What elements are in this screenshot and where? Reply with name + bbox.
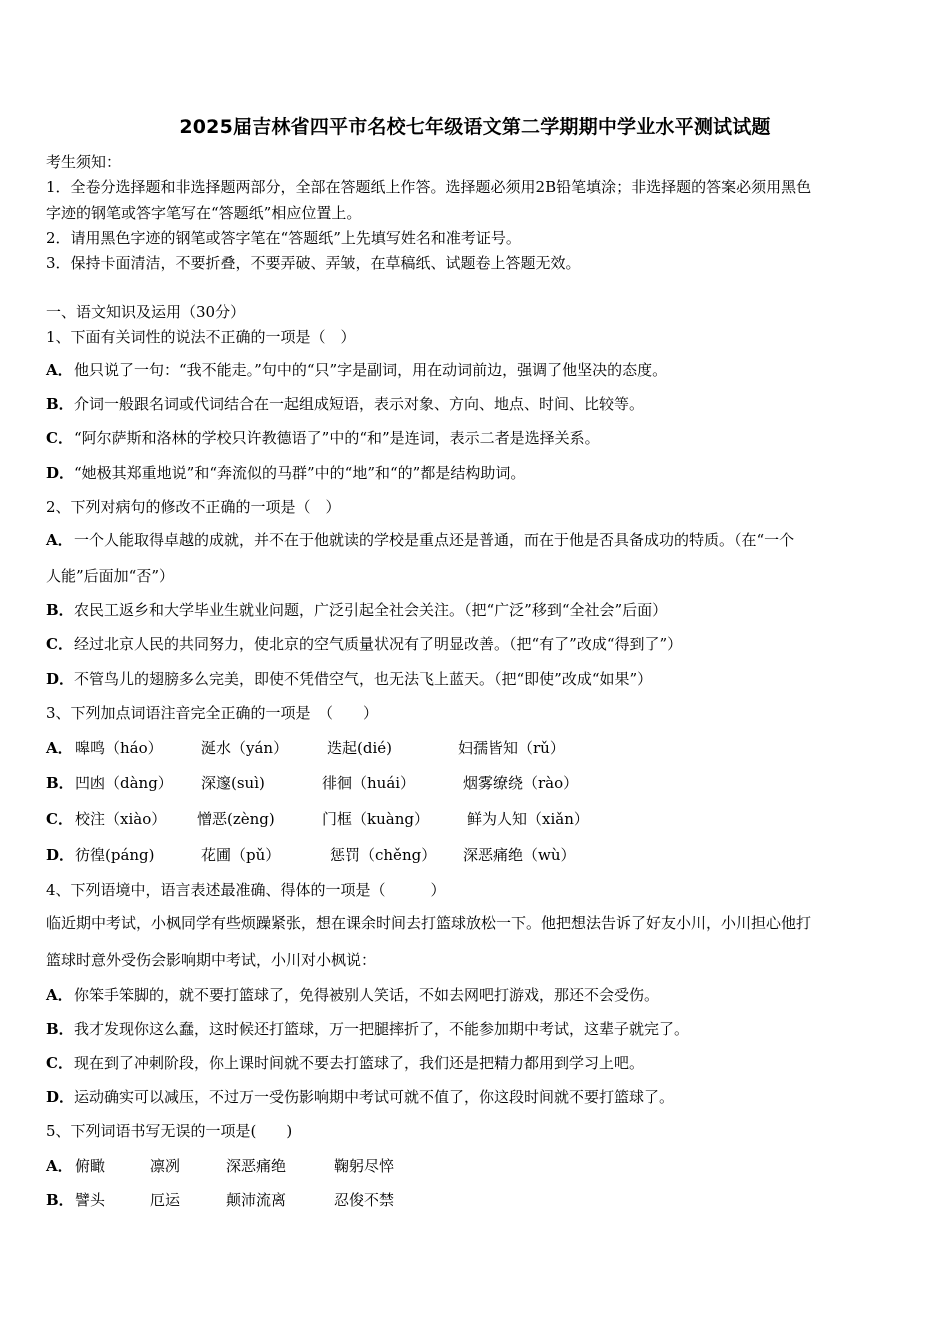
option-letter: D． xyxy=(46,464,75,482)
q3-a-word-2: 涎水（yán） xyxy=(201,739,289,757)
q2-option-d-text: 不管鸟儿的翅膀多么完美，即使不凭借空气，也无法飞上蓝天。（把“即使”改成“如果”） xyxy=(74,670,653,688)
q4-option-d xyxy=(46,1087,674,1107)
q5-a-word-2: 凛冽 xyxy=(150,1157,181,1175)
q2-option-a-text: 一个人能取得卓越的成就，并不在于他就读的学校是重点还是普通，而在于他是否具备成功的特质。（在“一个 xyxy=(74,531,795,549)
option-letter: A． xyxy=(46,531,73,549)
option-letter: B． xyxy=(46,1020,74,1038)
q5-a-word-3: 深恶痛绝 xyxy=(226,1157,287,1175)
q3-b-word-2: 深邃(suì) xyxy=(201,774,265,792)
q5-option-a xyxy=(46,1156,74,1176)
q5-b-word-4: 忍俊不禁 xyxy=(334,1191,395,1209)
q3-c-word-2: 憎恶(zèng) xyxy=(197,810,275,828)
notice-item-1-cont: 字迹的钢笔或答字笔写在“答题纸”相应位置上。 xyxy=(46,204,362,222)
q5-a-word-4: 鞠躬尽悴 xyxy=(334,1157,395,1175)
q4-option-d-text: 运动确实可以减压，不过万一受伤影响期中考试可就不值了，你这段时间就不要打篮球了。 xyxy=(74,1088,675,1106)
q3-b-word-4: 烟雾缭绕（rào） xyxy=(463,774,579,792)
section-heading: 一、语文知识及运用（30分） xyxy=(46,303,246,321)
option-letter: B． xyxy=(46,774,74,792)
option-letter: C． xyxy=(46,810,73,828)
option-letter: B． xyxy=(46,395,74,413)
q3-a-word-4: 妇孺皆知（rǔ） xyxy=(458,739,565,757)
q3-a-word-3: 迭起(dié) xyxy=(327,739,392,757)
option-letter: C． xyxy=(46,1054,73,1072)
q2-option-b-text: 农民工返乡和大学毕业生就业问题，广泛引起全社会关注。（把“广泛”移到“全社会”后面） xyxy=(74,601,668,619)
q2-stem: 2、下列对病句的修改不正确的一项是（ ） xyxy=(46,498,341,516)
q3-d-word-2: 花圃（pǔ） xyxy=(201,846,281,864)
q1-option-d xyxy=(46,463,525,483)
q4-option-b-text: 我才发现你这么蠢，这时候还打篮球，万一把腿摔折了，不能参加期中考试，这辈子就完了。 xyxy=(74,1020,690,1038)
q5-b-word-3: 颠沛流离 xyxy=(226,1191,287,1209)
q5-option-b xyxy=(46,1190,74,1210)
q1-option-d-text: “她极其郑重地说”和“奔流似的马群”中的“地”和“的”都是结构助词。 xyxy=(74,464,526,482)
notice-item-2: 2．请用黑色字迹的钢笔或答字笔在“答题纸”上先填写姓名和准考证号。 xyxy=(46,229,521,247)
q4-option-a-text: 你笨手笨脚的，就不要打篮球了，免得被别人笑话，不如去网吧打游戏，那还不会受伤。 xyxy=(74,986,660,1004)
q1-option-c xyxy=(46,428,600,448)
q2-option-d xyxy=(46,669,652,689)
q3-a-word-1: 嗥鸣（háo） xyxy=(75,739,163,757)
option-letter: D． xyxy=(46,846,75,864)
page-title: 2025届吉林省四平市名校七年级语文第二学期期中学业水平测试试题 xyxy=(179,116,771,138)
q1-option-b-text: 介词一般跟名词或代词结合在一起组成短语，表示对象、方向、地点、时间、比较等。 xyxy=(74,395,645,413)
q1-stem: 1、下面有关词性的说法不正确的一项是（ ） xyxy=(46,328,356,346)
option-letter: D． xyxy=(46,670,75,688)
q1-option-b xyxy=(46,394,644,414)
notice-item-3: 3．保持卡面清洁，不要折叠，不要弄破、弄皱，在草稿纸、试题卷上答题无效。 xyxy=(46,254,581,272)
option-letter: B． xyxy=(46,1191,74,1209)
q4-option-a xyxy=(46,985,659,1005)
q4-stem: 4、下列语境中，语言表述最准确、得体的一项是（ ） xyxy=(46,881,446,899)
option-letter: A． xyxy=(46,361,73,379)
q4-context: 临近期中考试，小枫同学有些烦躁紧张，想在课余时间去打篮球放松一下。他把想法告诉了好友小川，小川担心他打 xyxy=(46,914,812,932)
q3-c-word-1: 校注（xiào） xyxy=(75,810,167,828)
q2-option-b xyxy=(46,600,667,620)
q4-option-c-text: 现在到了冲刺阶段，你上课时间就不要去打篮球了，我们还是把精力都用到学习上吧。 xyxy=(74,1054,645,1072)
q4-option-c xyxy=(46,1053,644,1073)
option-letter: A． xyxy=(46,986,73,1004)
q4-context-cont: 篮球时意外受伤会影响期中考试，小川对小枫说： xyxy=(46,951,377,969)
q4-option-b xyxy=(46,1019,689,1039)
q2-option-a xyxy=(46,530,794,550)
q3-stem: 3、下列加点词语注音完全正确的一项是 （ ） xyxy=(46,704,379,722)
q3-option-d xyxy=(46,845,74,865)
option-letter: B． xyxy=(46,601,74,619)
q1-option-a-text: 他只说了一句：“我不能走。”句中的“只”字是副词，用在动词前边，强调了他坚决的态度。 xyxy=(74,361,668,379)
q5-stem: 5、下列词语书写无误的一项是( ) xyxy=(46,1122,293,1140)
option-letter: C． xyxy=(46,635,73,653)
notice-item-1: 1．全卷分选择题和非选择题两部分，全部在答题纸上作答。选择题必须用2B铅笔填涂；非选择题的答案必须用黑色 xyxy=(46,178,812,196)
q2-option-c xyxy=(46,634,682,654)
q5-b-word-2: 厄运 xyxy=(150,1191,181,1209)
option-letter: D． xyxy=(46,1088,75,1106)
q3-c-word-4: 鲜为人知（xiǎn） xyxy=(467,810,589,828)
q5-b-word-1: 譬头 xyxy=(75,1191,106,1209)
q3-b-word-1: 凹凼（dàng） xyxy=(75,774,173,792)
q2-option-a-cont: 人能”后面加“否”） xyxy=(46,567,175,585)
q3-b-word-3: 徘徊（huái） xyxy=(322,774,416,792)
q2-option-c-text: 经过北京人民的共同努力，使北京的空气质量状况有了明显改善。（把“有了”改成“得到了”） xyxy=(74,635,683,653)
q3-option-c xyxy=(46,809,74,829)
q3-c-word-3: 门框（kuàng） xyxy=(322,810,429,828)
q1-option-a xyxy=(46,360,667,380)
q3-option-b xyxy=(46,773,74,793)
q3-d-word-1: 彷徨(páng) xyxy=(75,846,155,864)
option-letter: A． xyxy=(46,1157,73,1175)
option-letter: A． xyxy=(46,739,73,757)
q1-option-c-text: “阿尔萨斯和洛林的学校只许教德语了”中的“和”是连词，表示二者是选择关系。 xyxy=(74,429,600,447)
q5-a-word-1: 俯瞰 xyxy=(75,1157,106,1175)
q3-d-word-3: 惩罚（chěng） xyxy=(330,846,437,864)
q3-d-word-4: 深恶痛绝（wù） xyxy=(463,846,576,864)
notice-heading: 考生须知： xyxy=(46,153,122,171)
option-letter: C． xyxy=(46,429,73,447)
q3-option-a xyxy=(46,738,74,758)
